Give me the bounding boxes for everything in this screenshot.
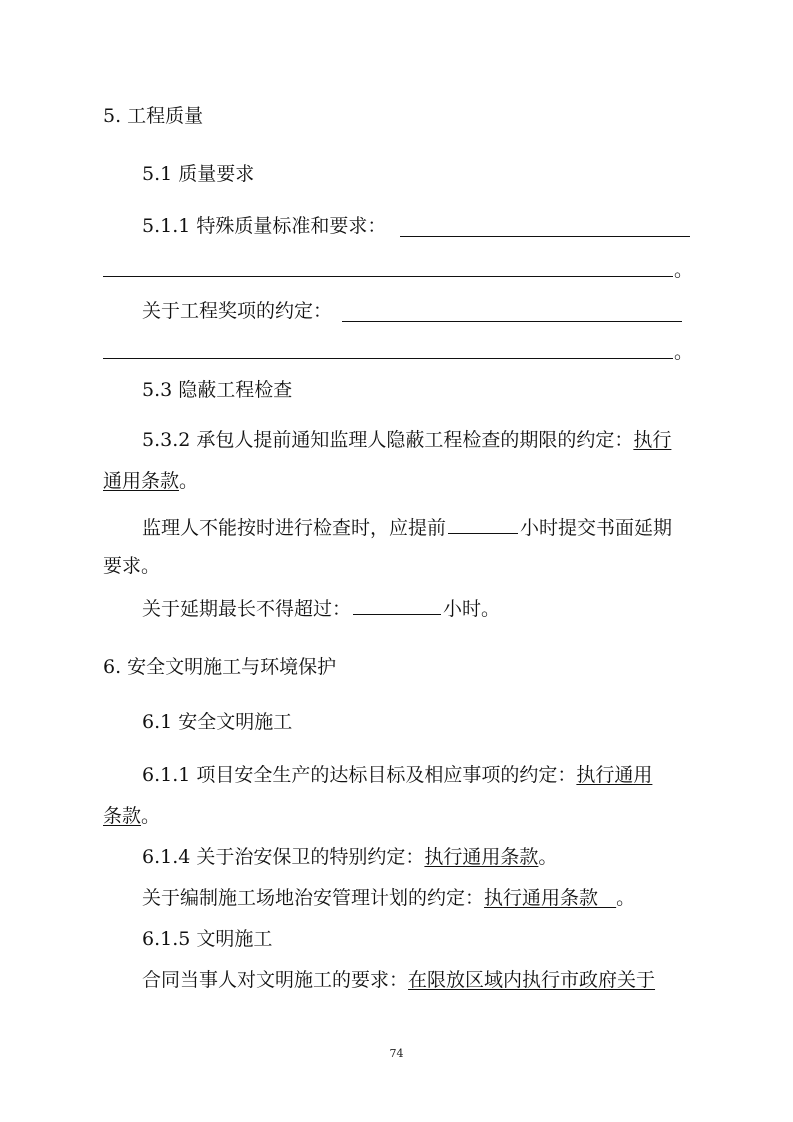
- security-plan-line: [142, 886, 635, 910]
- section-5-3-2-line-2: [103, 469, 198, 493]
- section-5-heading: 5. 工程质量: [103, 105, 204, 127]
- max-delay-suffix: 小时。: [443, 598, 501, 620]
- inspection-delay-line-1: [142, 514, 672, 540]
- security-plan-prefix: 关于编制施工场地治安管理计划的约定：: [142, 887, 485, 909]
- section-6-1-5-heading: 6.1.5 文明施工: [142, 928, 273, 950]
- section-5-3-2-value-part-2: 通用条款: [103, 470, 180, 492]
- section-5-3-2-line-1: [142, 428, 671, 452]
- section-5-3-2-value-part-1: 执行: [633, 429, 672, 451]
- max-delay-line: [142, 595, 500, 621]
- max-delay-hours-blank: [353, 595, 441, 615]
- page-number: 74: [389, 1047, 404, 1060]
- section-5-3-heading: 5.3 隐蔽工程检查: [142, 379, 293, 401]
- award-period: 。: [674, 341, 694, 363]
- quality-standard-blank-line-2: [103, 276, 673, 277]
- section-6-1-4-line: [142, 845, 557, 869]
- section-5-3-2-period: 。: [179, 470, 199, 492]
- inspection-hours-blank: [448, 514, 518, 534]
- civil-construction-value: 在限放区域内执行市政府关于: [408, 969, 656, 991]
- award-label: 关于工程奖项的约定：: [142, 300, 333, 322]
- section-5-1-heading: 5.1 质量要求: [142, 163, 255, 185]
- section-6-1-1-value-part-1: 执行通用: [576, 764, 653, 786]
- section-6-1-4-period: 。: [538, 846, 558, 868]
- section-6-1-4-value: 执行通用条款: [424, 846, 539, 868]
- section-6-1-4-prefix: 6.1.4 关于治安保卫的特别约定：: [142, 846, 425, 868]
- security-plan-value: 执行通用条款: [484, 887, 617, 909]
- inspection-delay-line-2: 要求。: [103, 555, 161, 577]
- quality-standard-period: 。: [674, 259, 694, 281]
- section-6-1-1-value-part-2: 条款: [103, 805, 142, 827]
- quality-standard-blank-line-1: [400, 236, 690, 237]
- civil-construction-line: [142, 968, 655, 992]
- section-6-1-heading: 6.1 安全文明施工: [142, 711, 293, 733]
- section-6-1-1-period: 。: [141, 805, 161, 827]
- security-plan-period: 。: [616, 887, 636, 909]
- award-blank-line-1: [342, 321, 682, 322]
- section-5-1-1-label: 5.1.1 特殊质量标准和要求：: [142, 215, 387, 237]
- inspection-delay-suffix: 小时提交书面延期: [520, 517, 673, 539]
- section-5-3-2-prefix: 5.3.2 承包人提前通知监理人隐蔽工程检查的期限的约定：: [142, 429, 634, 451]
- inspection-delay-prefix: 监理人不能按时进行检查时，应提前: [142, 517, 447, 539]
- section-6-1-1-line-2: [103, 804, 160, 828]
- max-delay-prefix: 关于延期最长不得超过：: [142, 598, 352, 620]
- civil-construction-prefix: 合同当事人对文明施工的要求：: [142, 969, 409, 991]
- section-6-1-1-prefix: 6.1.1 项目安全生产的达标目标及相应事项的约定：: [142, 764, 577, 786]
- section-6-1-1-line-1: [142, 763, 652, 787]
- award-blank-line-2: [103, 358, 673, 359]
- section-6-heading: 6. 安全文明施工与环境保护: [103, 656, 337, 678]
